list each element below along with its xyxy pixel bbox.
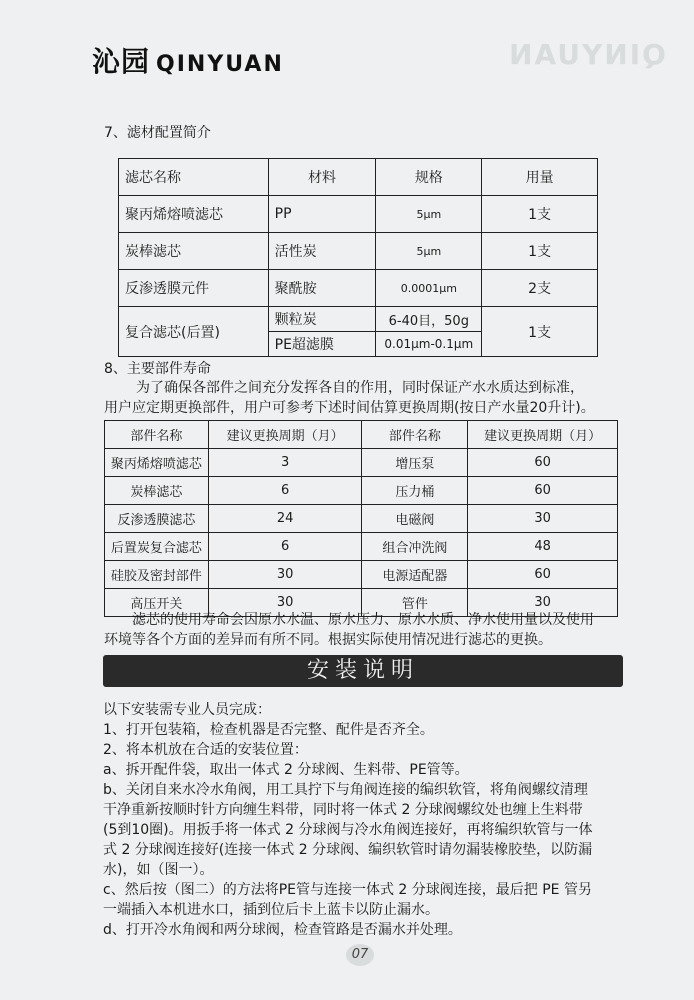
bleed-through-logo: QINYUAN [507, 38, 666, 71]
table-cell: 聚丙烯熔喷滤芯 [105, 449, 209, 477]
table-header: 部件名称 [362, 421, 468, 449]
table-row [119, 307, 598, 332]
table-cell: 压力桶 [362, 477, 468, 505]
table-header: 材料 [268, 159, 376, 196]
table-cell: 后置炭复合滤芯 [105, 533, 209, 561]
table-cell: 炭棒滤芯 [119, 233, 269, 270]
life-section-title: 8、主要部件寿命 [104, 361, 211, 377]
table-cell: 5μm [376, 196, 482, 233]
parts-life-table [104, 420, 618, 617]
install-line: (5到10圈)。用扳手将一体式 2 分球阀与冷水角阀连接好，再将编织软管与一体 [103, 822, 593, 838]
brand-logo [92, 40, 284, 80]
table-cell: 1支 [482, 307, 598, 357]
table-cell: 6 [208, 477, 362, 505]
table-cell: 聚酰胺 [268, 270, 376, 307]
install-banner: 安装说明 [103, 655, 623, 687]
install-line: 2、将本机放在合适的安装位置： [103, 742, 308, 758]
table-cell: 活性炭 [268, 233, 376, 270]
table-header: 部件名称 [105, 421, 209, 449]
table-header: 建议更换周期（月） [468, 421, 618, 449]
install-line: 一端插入本机进水口，插到位后卡上蓝卡以防止漏水。 [103, 902, 439, 918]
page-number: 07 [346, 944, 374, 966]
table-cell: 电源适配器 [362, 561, 468, 589]
install-line: 以下安装需专业人员完成： [103, 702, 271, 718]
table-cell: 聚丙烯熔喷滤芯 [119, 196, 269, 233]
table-cell: 管件 [362, 589, 468, 617]
table-cell: 硅胶及密封部件 [105, 561, 209, 589]
table-cell: 增压泵 [362, 449, 468, 477]
table-cell: 3 [208, 449, 362, 477]
filter-table [118, 158, 598, 357]
install-line: c、然后按（图二）的方法将PE管与连接一体式 2 分球阀连接，最后把 PE 管另 [103, 882, 592, 898]
table-cell: 30 [208, 561, 362, 589]
table-header: 滤芯名称 [119, 159, 269, 196]
logo-en: QINYUAN [156, 52, 284, 77]
table-cell: 6-40目，50g [376, 307, 482, 332]
table-row [105, 533, 618, 561]
table-cell: 24 [208, 505, 362, 533]
table-cell: 60 [468, 477, 618, 505]
table-cell: 电磁阀 [362, 505, 468, 533]
install-line: 式 2 分球阀连接好(连接一体式 2 分球阀、编织软管时请勿漏装橡胶垫，以防漏 [103, 842, 593, 858]
table-cell: 0.01μm-0.1μm [376, 332, 482, 357]
table-row [105, 449, 618, 477]
table-cell: 炭棒滤芯 [105, 477, 209, 505]
install-line: 1、打开包装箱，检查机器是否完整、配件是否齐全。 [103, 722, 434, 738]
table-cell: 1支 [482, 196, 598, 233]
table-cell: 组合冲洗阀 [362, 533, 468, 561]
life-intro-line-1: 为了确保各部件之间充分发挥各自的作用，同时保证产水水质达到标准， [136, 380, 584, 396]
table-row [105, 505, 618, 533]
table-cell: 5μm [376, 233, 482, 270]
table-row [105, 477, 618, 505]
table-cell: 30 [468, 505, 618, 533]
table-row [119, 196, 598, 233]
table-cell: 6 [208, 533, 362, 561]
install-line: a、拆开配件袋，取出一体式 2 分球阀、生料带、PE管等。 [103, 762, 469, 778]
table-header: 用量 [482, 159, 598, 196]
life-note-line-2: 环境等各个方面的差异而有所不同。根据实际使用情况进行滤芯的更换。 [104, 632, 552, 648]
table-header-row [105, 421, 618, 449]
table-header-row [119, 159, 598, 196]
table-cell: 2支 [482, 270, 598, 307]
life-note-line-1: 滤芯的使用寿命会因原水水温、原水压力、原水水质、净水使用量以及使用 [132, 612, 594, 628]
filter-section-title: 7、滤材配置简介 [104, 125, 211, 141]
logo-cn: 沁园 [92, 45, 151, 78]
install-line: 干净重新按顺时针方向缠生料带，同时将一体式 2 分球阀螺纹处也缠上生料带 [103, 802, 583, 818]
table-cell: PP [268, 196, 376, 233]
table-cell: 颗粒炭 [268, 307, 376, 332]
install-line: d、打开冷水角阀和两分球阀，检查管路是否漏水并处理。 [103, 922, 462, 938]
table-row [119, 270, 598, 307]
table-header: 规格 [376, 159, 482, 196]
table-cell: 0.0001μm [376, 270, 482, 307]
table-row [105, 561, 618, 589]
table-cell: 30 [208, 589, 362, 617]
table-cell: 60 [468, 561, 618, 589]
table-cell: 60 [468, 449, 618, 477]
table-cell: 复合滤芯(后置) [119, 307, 269, 357]
table-row [119, 233, 598, 270]
table-cell: PE超滤膜 [268, 332, 376, 357]
install-instructions [103, 700, 623, 940]
table-header: 建议更换周期（月） [208, 421, 362, 449]
table-cell: 反渗透膜滤芯 [105, 505, 209, 533]
install-line: 水)，如（图一）。 [103, 862, 214, 878]
table-cell: 1支 [482, 233, 598, 270]
life-intro-line-2: 用户应定期更换部件，用户可参考下述时间估算更换周期(按日产水量20升计)。 [104, 400, 595, 416]
table-cell: 30 [468, 589, 618, 617]
table-cell: 高压开关 [105, 589, 209, 617]
table-cell: 48 [468, 533, 618, 561]
table-cell: 反渗透膜元件 [119, 270, 269, 307]
install-line: b、关闭自来水冷水角阀，用工具拧下与角阀连接的编织软管，将角阀螺纹清理 [103, 782, 588, 798]
